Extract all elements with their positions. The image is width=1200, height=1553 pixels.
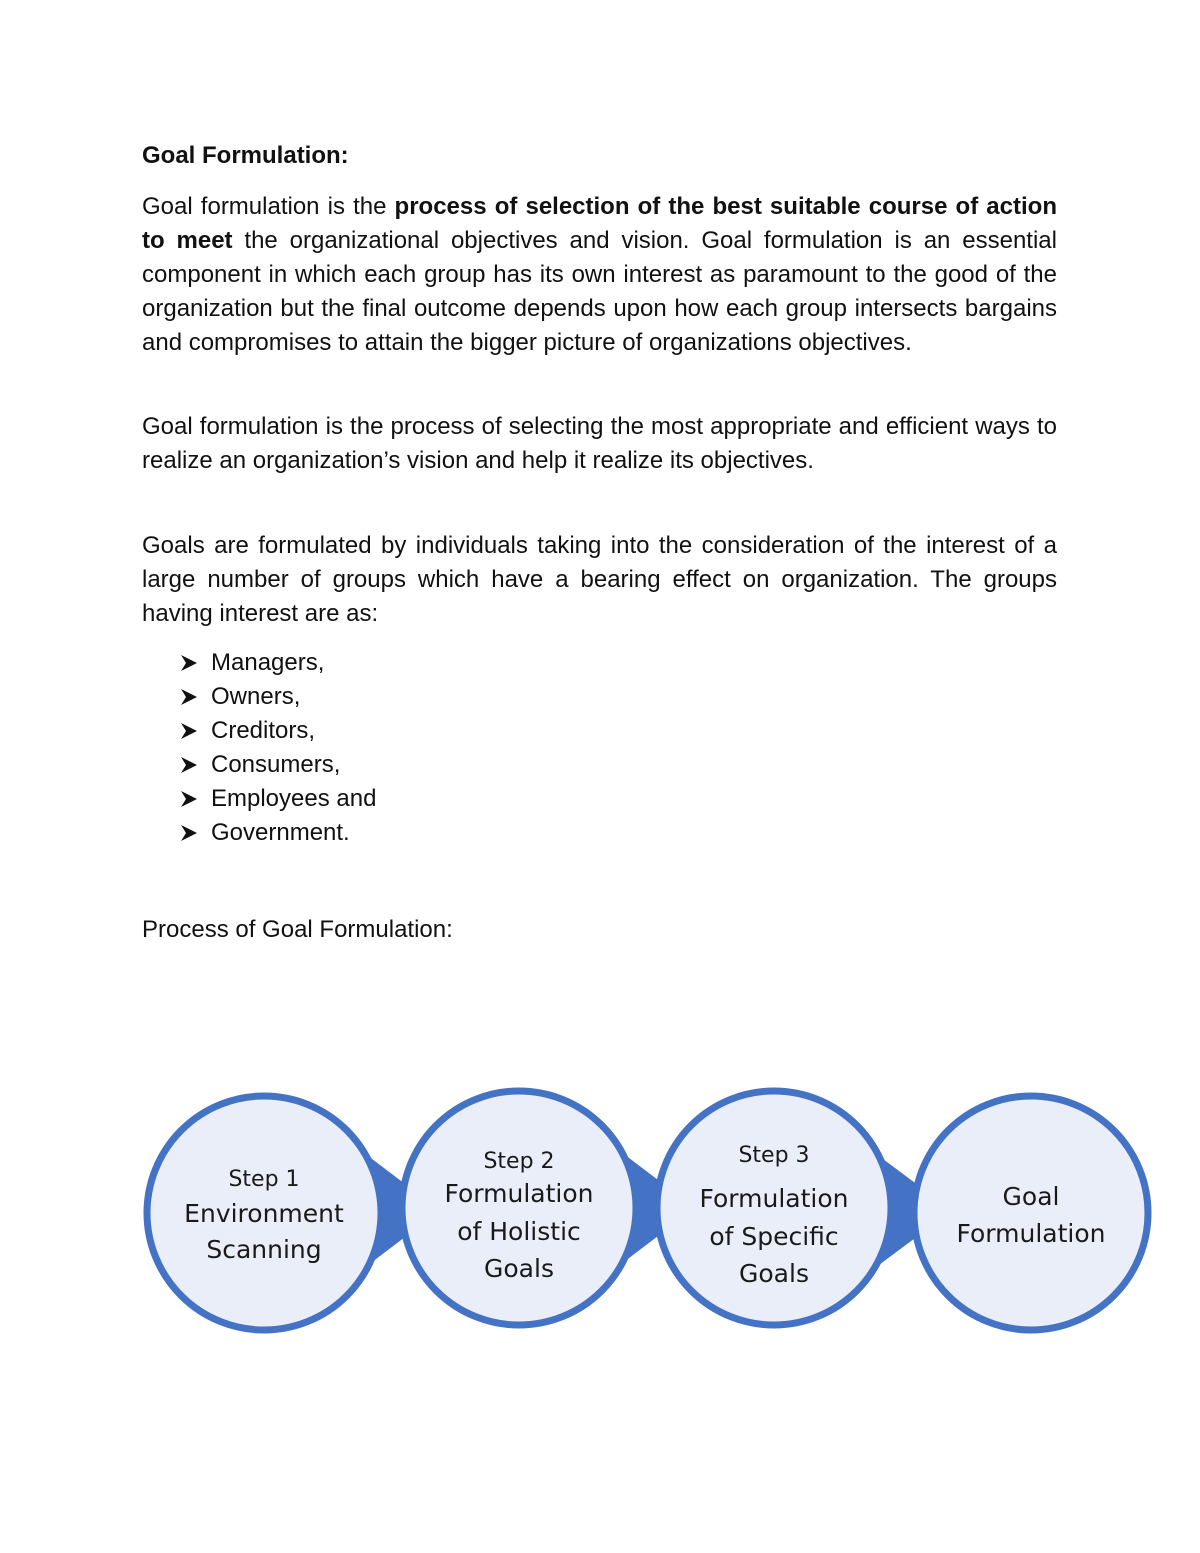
step-label-line: Scanning bbox=[206, 1235, 322, 1264]
step-label-line: Step 2 bbox=[483, 1149, 555, 1174]
step-label-line: of Holistic bbox=[457, 1217, 581, 1246]
step-label-line: Goal bbox=[1002, 1182, 1060, 1211]
step-label-line: Formulation bbox=[444, 1179, 594, 1208]
arrowhead-bullet-icon bbox=[142, 790, 178, 808]
step-circle bbox=[402, 1091, 636, 1325]
page-title: Goal Formulation: bbox=[142, 142, 349, 169]
paragraph-text: Goal formulation is the bbox=[142, 193, 395, 220]
list-item bbox=[142, 714, 376, 748]
step-label-line: Formulation bbox=[699, 1184, 849, 1213]
process-step-3 bbox=[657, 1091, 891, 1325]
emphasized-text: process of selection of the best suitable course of action to meet bbox=[142, 193, 1057, 254]
process-heading: Process of Goal Formulation: bbox=[142, 916, 453, 943]
process-step-2 bbox=[402, 1091, 636, 1325]
list-item bbox=[142, 782, 376, 816]
arrowhead-bullet-icon bbox=[142, 688, 178, 706]
paragraph-groups: Goals are formulated by individuals taking into the consideration of the interest of a large number of groups which have a bearing effect on organization. The groups having interest are as: bbox=[142, 532, 1057, 627]
arrowhead-bullet-icon bbox=[142, 756, 178, 774]
step-label-line: Step 3 bbox=[738, 1143, 810, 1168]
step-label-line: Step 1 bbox=[228, 1167, 300, 1192]
list-item bbox=[142, 646, 376, 680]
list-item bbox=[142, 816, 376, 850]
list-item-label: Government. bbox=[211, 819, 350, 846]
list-item-label: Consumers, bbox=[211, 751, 341, 778]
process-step-4 bbox=[914, 1096, 1148, 1330]
list-item-label: Managers, bbox=[211, 649, 325, 676]
process-step-1 bbox=[147, 1096, 381, 1330]
step-label-line: Environment bbox=[184, 1199, 344, 1228]
interest-groups-list bbox=[142, 646, 376, 850]
step-label-line: Formulation bbox=[956, 1219, 1106, 1248]
arrowhead-bullet-icon bbox=[142, 722, 178, 740]
paragraph-definition bbox=[142, 190, 1057, 360]
process-diagram bbox=[0, 1000, 1200, 1420]
paragraph-text: the organizational objectives and vision. Goal formulation is an essential component in which each group has its own interest as paramount to the good of the organization but the final outcome depends upon how each group intersects bargains and compromises to attain the bigger picture of organizations objectives. bbox=[142, 227, 1057, 356]
list-item-label: Creditors, bbox=[211, 717, 316, 744]
list-item bbox=[142, 748, 376, 782]
arrowhead-bullet-icon bbox=[142, 654, 178, 672]
arrowhead-bullet-icon bbox=[142, 824, 178, 842]
list-item bbox=[142, 680, 376, 714]
step-label-line: of Specific bbox=[709, 1222, 839, 1251]
step-label-line: Goals bbox=[484, 1254, 554, 1283]
list-item-label: Employees and bbox=[211, 785, 377, 812]
step-circle bbox=[914, 1096, 1148, 1330]
paragraph-selection: Goal formulation is the process of selecting the most appropriate and efficient ways to realize an organization’s vision and help it realize its objectives. bbox=[142, 413, 1057, 474]
list-item-label: Owners, bbox=[211, 683, 301, 710]
step-label-line: Goals bbox=[739, 1259, 809, 1288]
